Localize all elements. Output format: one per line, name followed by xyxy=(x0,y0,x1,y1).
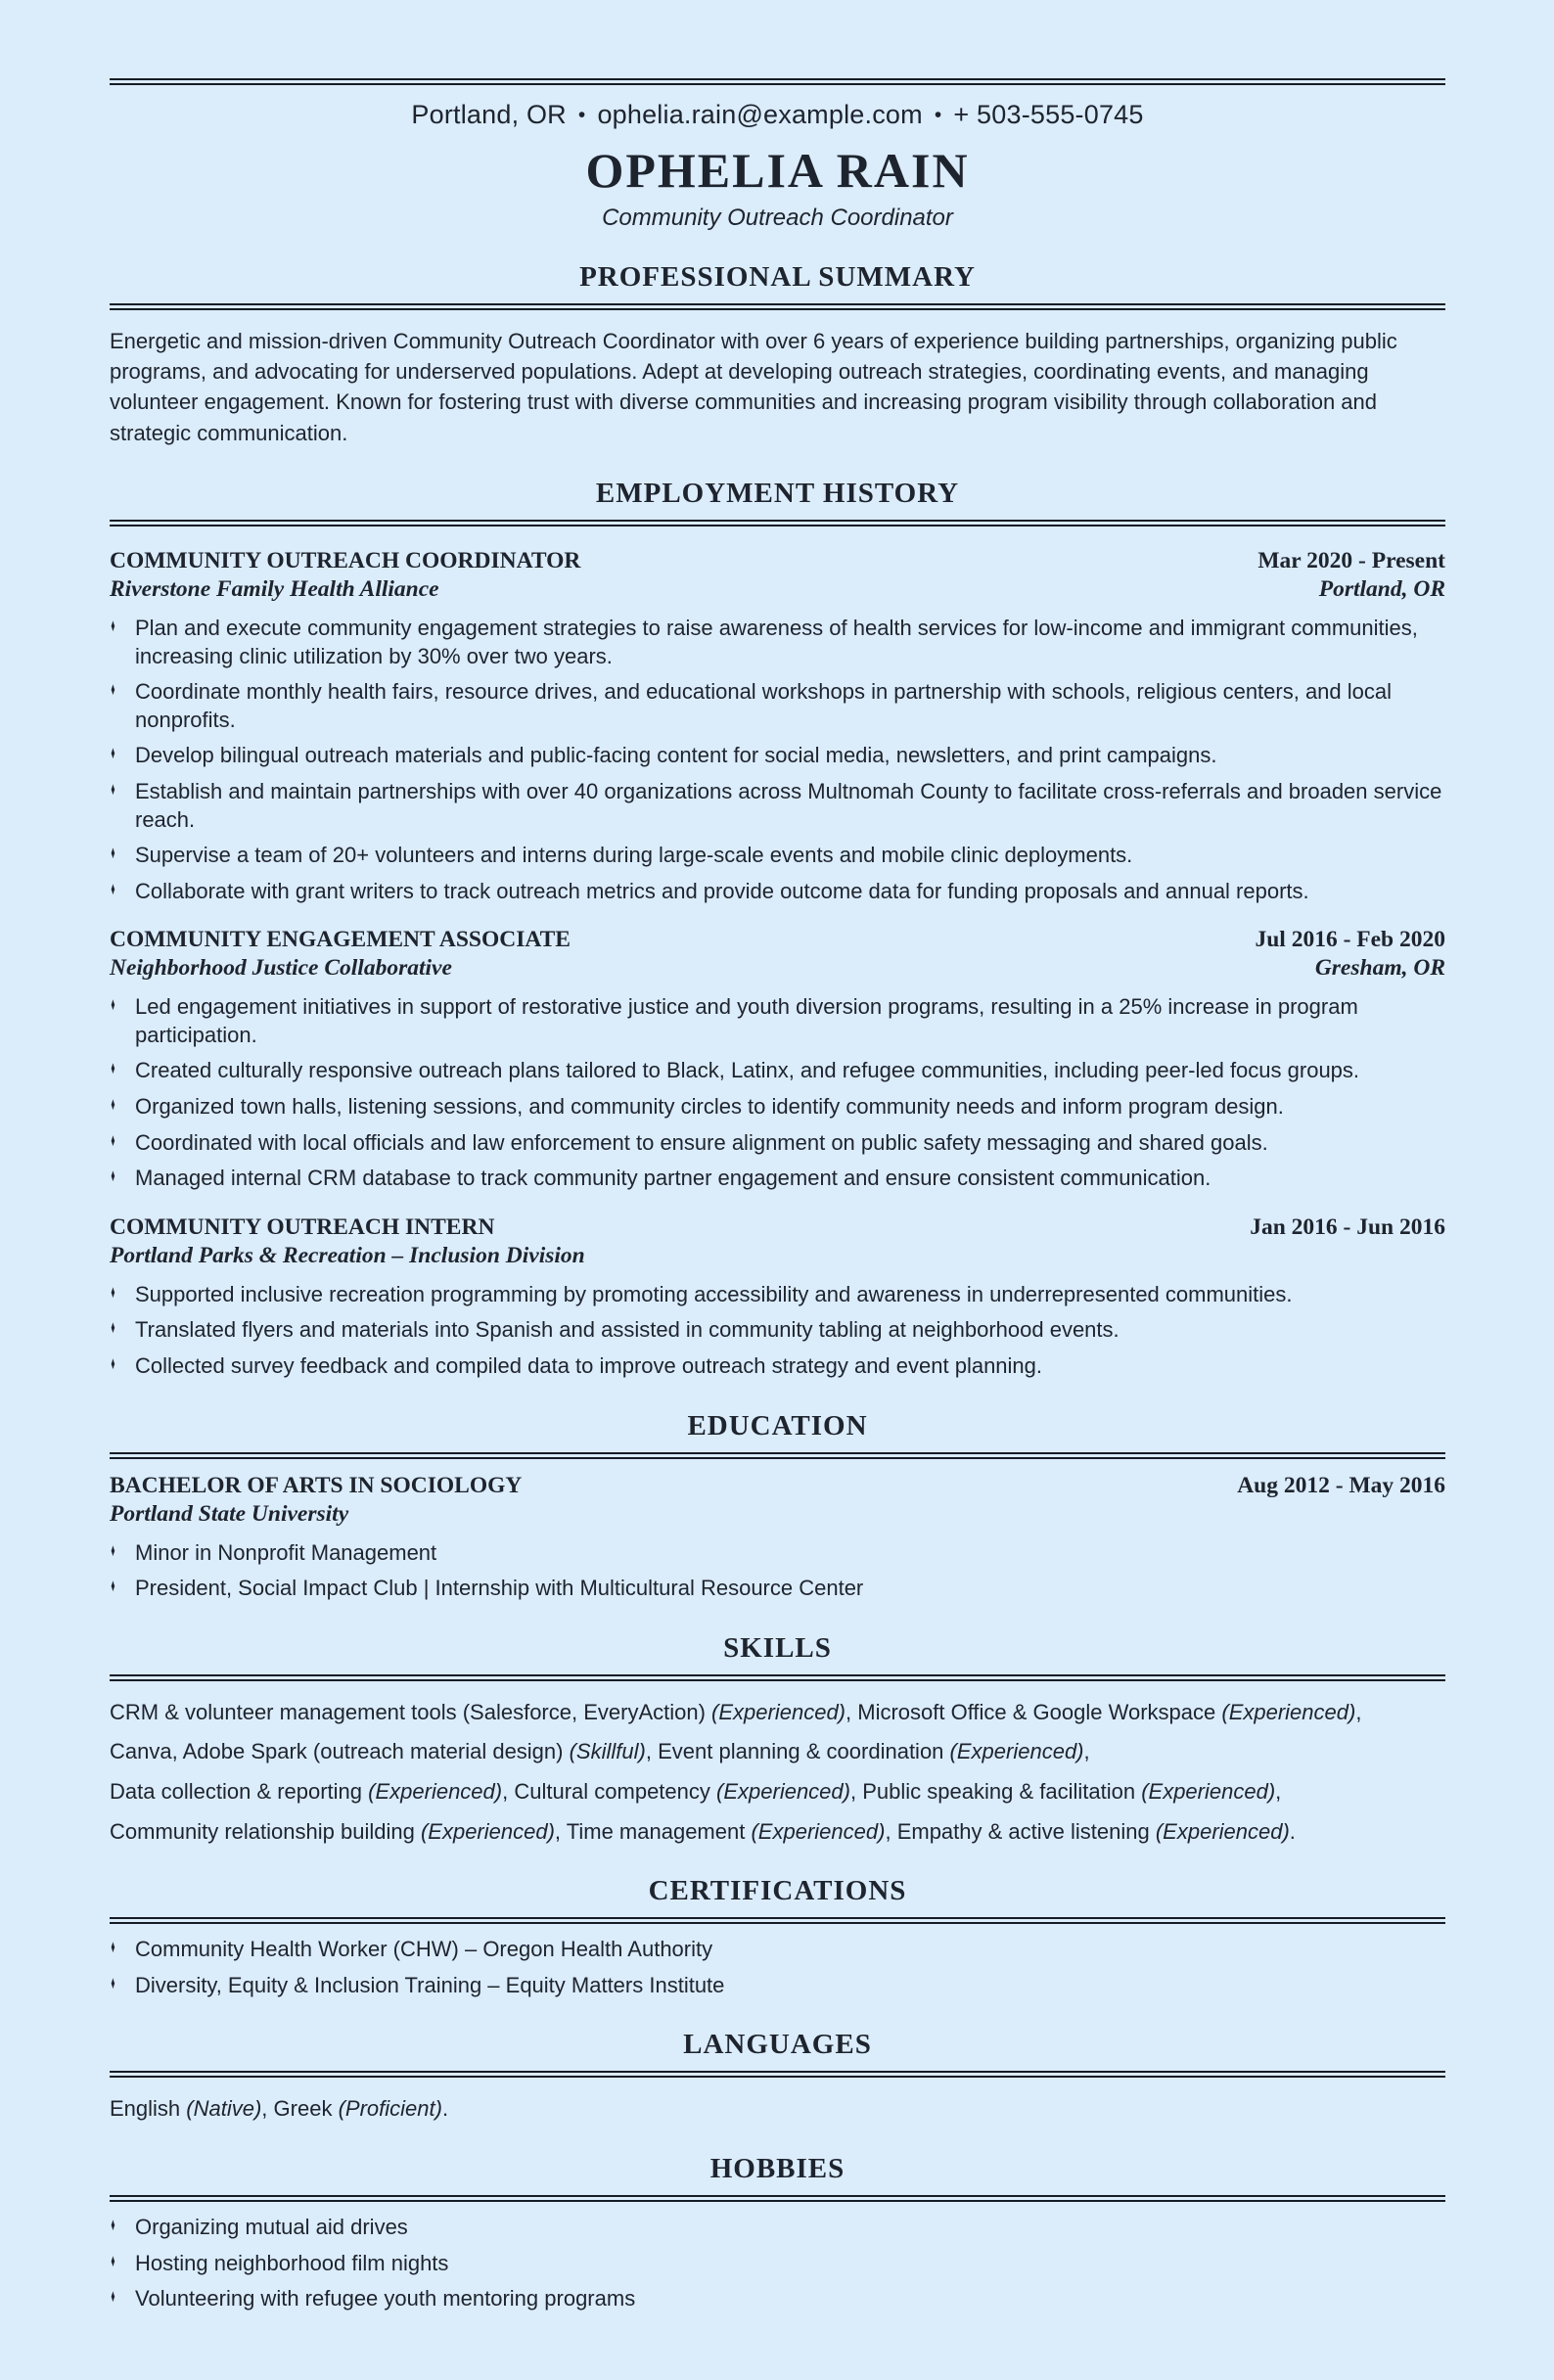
education-degree: BACHELOR OF ARTS IN SOCIOLOGY xyxy=(110,1472,523,1498)
section-divider xyxy=(110,2195,1445,2202)
diamond-bullet-icon: ♦ xyxy=(111,2286,115,2307)
diamond-bullet-icon: ♦ xyxy=(111,679,115,700)
bullet-text: Plan and execute community engagement strategies to raise awareness of health services for low-income and immigrant communities, increasing clinic utilization by 30% over two years. xyxy=(135,615,1418,668)
diamond-bullet-icon: ♦ xyxy=(111,1166,115,1186)
skills-line xyxy=(110,1778,1445,1807)
list-item xyxy=(110,2250,1445,2278)
language-item xyxy=(110,2096,267,2121)
skill-separator: , xyxy=(645,1739,652,1764)
language-separator: . xyxy=(441,2096,449,2122)
bullet-text: Volunteering with refugee youth mentoring programs xyxy=(135,2286,636,2311)
resume-document xyxy=(0,78,1554,2380)
skill-separator: , xyxy=(502,1779,509,1804)
education-bullet-list xyxy=(110,1539,1445,1603)
skill-separator: , xyxy=(846,1699,852,1724)
language-name: Greek xyxy=(273,2096,333,2122)
bullet-text: Develop bilingual outreach materials and public-facing content for social media, newsletters, and print campaigns. xyxy=(135,743,1217,768)
skill-item xyxy=(857,1700,1361,1724)
bullet-text: Supervise a team of 20+ volunteers and interns during large-scale events and mobile clinic deployments. xyxy=(135,843,1133,868)
skills-line xyxy=(110,1699,1445,1727)
skill-item xyxy=(110,1779,508,1804)
list-item xyxy=(110,778,1445,834)
skill-name: Cultural competency xyxy=(514,1779,710,1804)
list-item xyxy=(110,1539,1445,1568)
skill-name: Data collection & reporting xyxy=(110,1779,363,1804)
list-item xyxy=(110,1936,1445,1964)
skill-name: CRM & volunteer management tools (Salesforce, EveryAction) xyxy=(110,1699,706,1724)
skill-name: Canva, Adobe Spark (outreach material design) xyxy=(110,1739,564,1764)
skills-line xyxy=(110,1738,1445,1766)
education-dates: Aug 2012 - May 2016 xyxy=(1237,1472,1445,1498)
diamond-bullet-icon: ♦ xyxy=(111,1539,115,1560)
job-title: COMMUNITY OUTREACH COORDINATOR xyxy=(110,547,581,573)
diamond-bullet-icon: ♦ xyxy=(111,843,115,863)
section-heading-hobbies: HOBBIES xyxy=(709,2152,846,2184)
skill-separator: , xyxy=(1355,1699,1362,1724)
list-item xyxy=(110,678,1445,734)
list-item xyxy=(110,1093,1445,1121)
list-item xyxy=(110,1575,1445,1603)
list-item xyxy=(110,1972,1445,2000)
bullet-text: Establish and maintain partnerships with over 40 organizations across Multnomah County to facilitate cross-referrals and broaden service reach. xyxy=(135,778,1442,832)
skill-level: (Experienced) xyxy=(949,1739,1084,1764)
certifications-list xyxy=(110,1936,1445,1999)
job-location: Gresham, OR xyxy=(1314,955,1445,982)
list-item xyxy=(110,1057,1445,1085)
section-divider xyxy=(110,2071,1445,2078)
skill-level: (Experienced) xyxy=(711,1699,846,1724)
skill-separator: , xyxy=(849,1779,857,1804)
diamond-bullet-icon: ♦ xyxy=(111,878,115,898)
contact-line xyxy=(110,100,1445,130)
language-separator: , xyxy=(261,2096,268,2122)
bullet-text: Managed internal CRM database to track community partner engagement and ensure consistent communication. xyxy=(135,1166,1211,1191)
skill-item xyxy=(658,1739,1090,1763)
skill-level: (Experienced) xyxy=(368,1779,503,1804)
diamond-bullet-icon: ♦ xyxy=(111,2250,115,2270)
skills-text xyxy=(110,1699,1445,1846)
skill-separator: , xyxy=(885,1818,891,1844)
section-divider xyxy=(110,1452,1445,1459)
skill-item xyxy=(897,1819,1296,1844)
skills-line xyxy=(110,1818,1445,1847)
bullet-text: Organizing mutual aid drives xyxy=(135,2214,408,2239)
section-divider xyxy=(110,520,1445,526)
hobbies-list xyxy=(110,2214,1445,2313)
list-item xyxy=(110,993,1445,1049)
contact-separator-icon: • xyxy=(934,104,942,126)
language-name: English xyxy=(110,2096,181,2122)
bullet-text: Organized town halls, listening sessions, and community circles to identify community needs and inform program design. xyxy=(135,1094,1284,1120)
section-divider xyxy=(110,1917,1445,1924)
skill-separator: , xyxy=(1083,1739,1090,1764)
contact-separator-icon: • xyxy=(577,104,586,126)
list-item xyxy=(110,742,1445,770)
list-item xyxy=(110,1129,1445,1158)
summary-text: Energetic and mission-driven Community Outreach Coordinator with over 6 years of experience building partnerships, organizing public programs, and advocating for underserved populations. Adept at developing outreach strategies, coordinating events, and managing volunteer engagement. Known for fostering trust with diverse communities and increasing program visibility through collaboration and strategic communication. xyxy=(110,329,1397,445)
section-heading-languages: LANGUAGES xyxy=(683,2029,872,2061)
skill-item xyxy=(514,1779,856,1804)
job-company: Portland Parks & Recreation – Inclusion Division xyxy=(110,1242,585,1268)
bullet-text: Led engagement initiatives in support of restorative justice and youth diversion programs, resulting in a 25% increase in program participation. xyxy=(135,994,1358,1047)
section-heading-summary: PROFESSIONAL SUMMARY xyxy=(579,261,976,293)
language-level: (Native) xyxy=(186,2096,262,2122)
job-company: Riverstone Family Health Alliance xyxy=(110,575,439,602)
job-title: COMMUNITY OUTREACH INTERN xyxy=(110,1213,495,1240)
bullet-text: Minor in Nonprofit Management xyxy=(135,1539,437,1565)
bullet-text: Community Health Worker (CHW) – Oregon Health Authority xyxy=(135,1937,713,1962)
diamond-bullet-icon: ♦ xyxy=(111,1281,115,1302)
skill-item xyxy=(110,1739,652,1763)
diamond-bullet-icon: ♦ xyxy=(111,1317,115,1338)
job-dates: Jul 2016 - Feb 2020 xyxy=(1255,927,1445,953)
job-dates: Mar 2020 - Present xyxy=(1257,547,1445,573)
contact-location: Portland, OR xyxy=(411,100,567,129)
skill-name: Microsoft Office & Google Workspace xyxy=(857,1699,1216,1724)
list-item xyxy=(110,615,1445,670)
diamond-bullet-icon: ♦ xyxy=(111,615,115,635)
diamond-bullet-icon: ♦ xyxy=(111,1937,115,1957)
diamond-bullet-icon: ♦ xyxy=(111,2214,115,2234)
diamond-bullet-icon: ♦ xyxy=(111,1576,115,1596)
skill-level: (Experienced) xyxy=(1221,1699,1356,1724)
skill-separator: , xyxy=(554,1818,562,1844)
skill-level: (Experienced) xyxy=(1155,1818,1290,1844)
section-heading-certifications: CERTIFICATIONS xyxy=(648,1875,907,1907)
list-item xyxy=(110,1352,1445,1381)
candidate-name: OPHELIA RAIN xyxy=(585,143,970,198)
list-item xyxy=(110,1316,1445,1345)
education-school: Portland State University xyxy=(110,1500,349,1527)
diamond-bullet-icon: ♦ xyxy=(111,1972,115,1992)
bullet-text: Collaborate with grant writers to track outreach metrics and provide outcome data for funding proposals and annual reports. xyxy=(135,878,1309,903)
diamond-bullet-icon: ♦ xyxy=(111,743,115,763)
top-divider xyxy=(110,78,1445,85)
skill-separator: , xyxy=(1275,1779,1282,1804)
education-entry xyxy=(110,1473,1445,1603)
section-heading-education: EDUCATION xyxy=(687,1409,868,1442)
job-bullet-list xyxy=(110,993,1445,1193)
contact-phone: + 503-555-0745 xyxy=(953,100,1144,129)
job-dates: Jan 2016 - Jun 2016 xyxy=(1250,1213,1445,1240)
job-entry xyxy=(110,1214,1445,1381)
diamond-bullet-icon: ♦ xyxy=(111,1094,115,1115)
diamond-bullet-icon: ♦ xyxy=(111,1058,115,1078)
diamond-bullet-icon: ♦ xyxy=(111,1353,115,1374)
skill-separator: . xyxy=(1289,1818,1296,1844)
skill-item xyxy=(110,1700,851,1724)
language-level: (Proficient) xyxy=(338,2096,442,2122)
skill-item xyxy=(567,1819,891,1844)
list-item xyxy=(110,878,1445,906)
languages-text xyxy=(110,2095,1445,2124)
skill-name: Community relationship building xyxy=(110,1818,415,1844)
job-entry xyxy=(110,548,1445,905)
diamond-bullet-icon: ♦ xyxy=(111,1129,115,1150)
job-bullet-list xyxy=(110,1281,1445,1381)
section-divider xyxy=(110,303,1445,310)
bullet-text: Hosting neighborhood film nights xyxy=(135,2250,449,2275)
job-company: Neighborhood Justice Collaborative xyxy=(110,955,452,982)
job-bullet-list xyxy=(110,615,1445,905)
skill-level: (Experienced) xyxy=(751,1818,886,1844)
list-item xyxy=(110,1281,1445,1309)
diamond-bullet-icon: ♦ xyxy=(111,778,115,799)
skill-name: Time management xyxy=(566,1818,746,1844)
section-heading-skills: SKILLS xyxy=(723,1631,832,1664)
list-item xyxy=(110,2285,1445,2313)
list-item xyxy=(110,842,1445,870)
skill-level: (Experienced) xyxy=(716,1779,850,1804)
diamond-bullet-icon: ♦ xyxy=(111,994,115,1015)
section-heading-employment: EMPLOYMENT HISTORY xyxy=(595,477,960,509)
job-location: Portland, OR xyxy=(1318,575,1445,602)
skill-name: Event planning & coordination xyxy=(658,1739,944,1764)
job-entry xyxy=(110,927,1445,1193)
bullet-text: Translated flyers and materials into Spanish and assisted in community tabling at neighborhood events. xyxy=(135,1317,1120,1343)
bullet-text: Supported inclusive recreation programming by promoting accessibility and awareness in underrepresented communities. xyxy=(135,1281,1293,1306)
job-title: COMMUNITY ENGAGEMENT ASSOCIATE xyxy=(110,927,571,953)
skill-item xyxy=(862,1779,1281,1804)
skill-name: Public speaking & facilitation xyxy=(862,1779,1136,1804)
list-item xyxy=(110,2214,1445,2242)
bullet-text: Created culturally responsive outreach plans tailored to Black, Latinx, and refugee communities, including peer-led focus groups. xyxy=(135,1058,1360,1083)
section-divider xyxy=(110,1674,1445,1681)
skill-level: (Skillful) xyxy=(569,1739,646,1764)
bullet-text: Collected survey feedback and compiled data to improve outreach strategy and event planning. xyxy=(135,1353,1043,1379)
skill-level: (Experienced) xyxy=(1141,1779,1276,1804)
bullet-text: Coordinated with local officials and law enforcement to ensure alignment on public safety messaging and shared goals. xyxy=(135,1129,1268,1155)
skill-item xyxy=(110,1819,561,1844)
bullet-text: Diversity, Equity & Inclusion Training – Equity Matters Institute xyxy=(135,1972,725,1997)
bullet-text: Coordinate monthly health fairs, resource drives, and educational workshops in partnership with schools, religious centers, and local nonprofits. xyxy=(135,679,1393,732)
bullet-text: President, Social Impact Club | Internship with Multicultural Resource Center xyxy=(135,1576,864,1601)
skill-name: Empathy & active listening xyxy=(896,1818,1150,1844)
language-item xyxy=(274,2096,449,2121)
skill-level: (Experienced) xyxy=(420,1818,555,1844)
list-item xyxy=(110,1165,1445,1193)
candidate-title: Community Outreach Coordinator xyxy=(602,205,953,231)
contact-email: ophelia.rain@example.com xyxy=(597,100,923,129)
